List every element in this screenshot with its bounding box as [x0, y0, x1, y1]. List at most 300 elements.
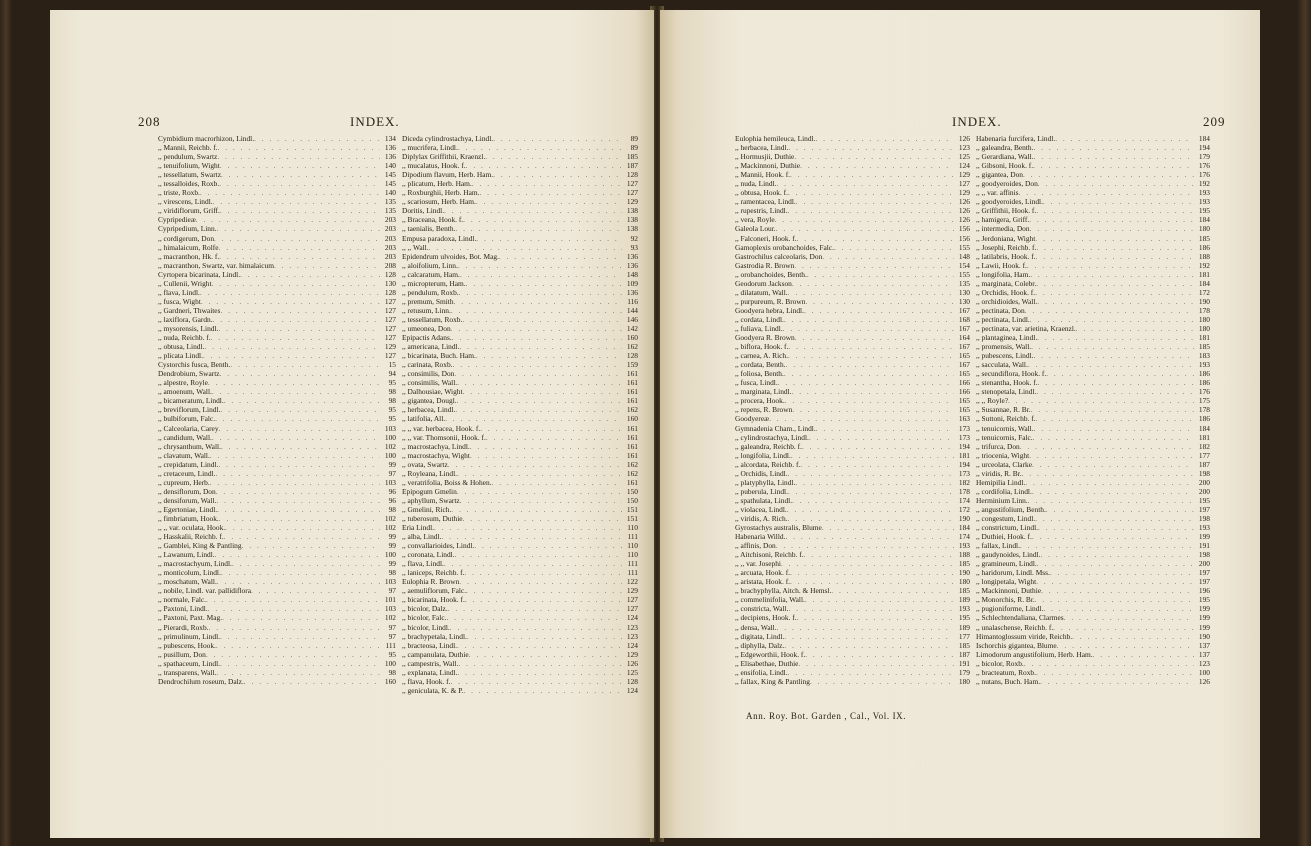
index-entry-page: 148 [626, 269, 638, 279]
index-entry-page: 172 [958, 504, 970, 514]
index-entry [976, 143, 1210, 152]
index-entry-name: ,, densiforum, Wall. [158, 495, 217, 505]
index-entry-page: 197 [1198, 504, 1210, 514]
index-entry-page: 184 [1198, 423, 1210, 433]
index-entry-page: 176 [1198, 387, 1210, 397]
leader-dots [476, 351, 622, 360]
index-entry-page: 111 [627, 532, 638, 542]
leader-dots [230, 360, 380, 369]
index-entry-name: Eria Lindl. [402, 523, 435, 533]
index-entry-name: ,, triste, Roxb. [158, 188, 200, 198]
leader-dots [219, 179, 380, 188]
index-entry [158, 270, 396, 279]
leader-dots [210, 478, 380, 487]
index-entry [158, 206, 396, 215]
leader-dots [1076, 324, 1194, 333]
index-entry [402, 224, 638, 233]
index-entry [735, 514, 970, 523]
index-entry-name: ,, tenuicornis, Wall. [976, 423, 1034, 433]
leader-dots [196, 215, 380, 224]
index-entry [158, 143, 396, 152]
index-entry-name: Habenaria furcifera, Lindl. [976, 134, 1056, 143]
index-entry-name: Ischorchis gigantea, Blume [976, 640, 1057, 650]
leader-dots [834, 243, 954, 252]
left-page [50, 10, 654, 838]
index-entry-page: 126 [958, 134, 970, 143]
leader-dots [454, 297, 622, 306]
leader-dots [217, 152, 380, 161]
index-entry [976, 487, 1210, 496]
index-entry-name: ,, intermedia, Don [976, 224, 1030, 234]
index-entry [158, 234, 396, 243]
index-entry-name: ,, coronata, Lindl. [402, 550, 455, 560]
right-index-column-2 [976, 134, 1210, 686]
index-entry-page: 165 [958, 405, 970, 415]
index-entry-page: 161 [626, 432, 638, 442]
index-entry-name: ,, cordifolia, Lindl. [976, 486, 1032, 496]
leader-dots [1035, 514, 1194, 523]
leader-dots [213, 315, 380, 324]
index-entry-page: 188 [1198, 251, 1210, 261]
index-entry [735, 351, 970, 360]
index-entry-name: ,, bicolor, Roxb. [976, 658, 1024, 668]
leader-dots [450, 623, 622, 632]
leader-dots [441, 532, 622, 541]
index-entry-page: 128 [626, 351, 638, 361]
index-entry-page: 102 [384, 613, 396, 623]
leader-dots [254, 134, 380, 143]
leader-dots [212, 279, 380, 288]
index-entry [976, 396, 1210, 405]
index-entry-page: 142 [626, 323, 638, 333]
index-entry-name: Cypripedieæ [158, 215, 196, 225]
index-entry [976, 351, 1210, 360]
index-entry-page: 138 [626, 224, 638, 234]
leader-dots [1036, 414, 1194, 423]
index-entry [976, 595, 1210, 604]
index-entry [976, 496, 1210, 505]
index-entry [976, 650, 1210, 659]
index-entry-name: ,, constricta, Wall. [735, 604, 789, 614]
index-entry [735, 659, 970, 668]
leader-dots [822, 523, 954, 532]
index-entry-name: ,, bicameratum, Lindl. [158, 396, 224, 406]
index-entry-name: ,, foliosa, Benth. [735, 369, 784, 379]
index-entry [158, 469, 396, 478]
index-entry [402, 641, 638, 650]
leader-dots [463, 514, 622, 523]
leader-dots [463, 387, 622, 396]
index-entry-page: 96 [388, 495, 396, 505]
leader-dots [800, 161, 954, 170]
index-entry [976, 405, 1210, 414]
index-entry-name: ,, spathaceum, Lindl. [158, 658, 220, 668]
index-entry-page: 167 [958, 342, 970, 352]
leader-dots [784, 632, 954, 641]
leader-dots [1035, 288, 1194, 297]
index-entry-name: ,, angustifolium, Benth. [976, 504, 1046, 514]
index-entry-name: Herminium Linn. [976, 495, 1028, 505]
left-index-column-1 [158, 134, 396, 686]
index-entry-name: Eulophia hemileuca, Lindl. [735, 134, 816, 143]
leader-dots [797, 613, 954, 622]
index-entry-page: 124 [626, 640, 638, 650]
index-entry-name: ,, laniceps, Reichb. f. [402, 568, 465, 578]
index-entry [402, 252, 638, 261]
leader-dots [1032, 487, 1194, 496]
index-entry [402, 677, 638, 686]
index-entry-page: 99 [388, 459, 396, 469]
index-entry-name: Hemipilia Lindl. [976, 477, 1026, 487]
index-entry [976, 677, 1210, 686]
index-entry-page: 94 [388, 369, 396, 379]
leader-dots [480, 424, 622, 433]
leader-dots [200, 188, 380, 197]
index-entry [976, 378, 1210, 387]
index-entry-page: 100 [384, 450, 396, 460]
index-entry [976, 261, 1210, 270]
index-entry-name: ,, herbacea, Lindl. [402, 405, 456, 415]
index-entry-name: ,, Cullenii, Wright [158, 278, 212, 288]
index-entry [158, 197, 396, 206]
index-entry-name: ,, ramentacea, Lindl. [735, 197, 796, 207]
index-entry [158, 623, 396, 632]
index-entry [735, 460, 970, 469]
index-entry-page: 185 [958, 586, 970, 596]
index-entry-page: 161 [626, 369, 638, 379]
index-entry-page: 190 [1198, 631, 1210, 641]
leader-dots [1034, 424, 1194, 433]
index-entry-page: 178 [1198, 305, 1210, 315]
leader-dots [448, 604, 622, 613]
index-entry-name: Goodyereæ [735, 414, 770, 424]
index-entry-page: 98 [388, 387, 396, 397]
leader-dots [216, 496, 380, 505]
index-entry [158, 297, 396, 306]
index-entry-page: 183 [1198, 351, 1210, 361]
index-entry [735, 342, 970, 351]
index-entry-page: 123 [1198, 658, 1210, 668]
leader-dots [463, 686, 622, 695]
index-entry-page: 150 [626, 495, 638, 505]
index-entry-page: 185 [958, 559, 970, 569]
index-entry-name: Dendrobium, Swartz [158, 369, 220, 379]
index-entry-name: ,, nobile, Lindl. var. pallidiflora [158, 586, 251, 596]
leader-dots [458, 143, 622, 152]
index-entry-name: Cystorchis fusca, Benth. [158, 360, 231, 370]
leader-dots [458, 261, 622, 270]
index-entry [735, 396, 970, 405]
index-entry-page: 101 [384, 595, 396, 605]
leader-dots [469, 650, 622, 659]
index-entry-page: 193 [958, 541, 970, 551]
index-entry-page: 194 [958, 441, 970, 451]
leader-dots [788, 206, 954, 215]
index-entry-page: 173 [958, 423, 970, 433]
leader-dots [455, 224, 622, 233]
index-entry [735, 595, 970, 604]
index-entry [158, 632, 396, 641]
index-entry-page: 135 [958, 278, 970, 288]
index-entry-name: ,, affinis, Don [735, 541, 776, 551]
index-entry [158, 668, 396, 677]
index-entry [735, 378, 970, 387]
leader-dots [788, 469, 954, 478]
index-entry-page: 178 [958, 486, 970, 496]
index-entry-page: 103 [384, 423, 396, 433]
index-entry-name: ,, Lawii, Hook. f. [976, 260, 1027, 270]
index-entry-page: 180 [1198, 323, 1210, 333]
index-entry-page: 137 [1198, 649, 1210, 659]
index-entry-name: ,, tessellatum, Swartz [158, 170, 222, 180]
index-entry-name: ,, rupestris, Lindl. [735, 206, 788, 216]
index-entry-page: 154 [958, 260, 970, 270]
index-entry [735, 604, 970, 613]
index-entry-name: ,, Gamblei, King & Pantling [158, 541, 242, 551]
leader-dots [463, 215, 622, 224]
index-entry-name: ,, Paxtoni, Lindl. [158, 604, 208, 614]
leader-dots [225, 523, 380, 532]
index-entry-name: ,, Calceolaria, Carey [158, 423, 219, 433]
index-entry-page: 100 [384, 550, 396, 560]
index-entry [402, 324, 638, 333]
index-entry-name: Empusa paradoxa, Lindl. [402, 233, 477, 243]
index-entry-page: 181 [1198, 333, 1210, 343]
index-entry-name: ,, bracteatum, Roxb. [976, 667, 1036, 677]
index-entry-name: ,, cretaceum, Lindl. [158, 468, 216, 478]
index-entry [402, 387, 638, 396]
leader-dots [203, 351, 380, 360]
index-entry-name: Epidendrum ulvoides, Bot. Mag. [402, 251, 499, 261]
index-entry-page: 126 [958, 215, 970, 225]
index-entry-name: ,, geniculata, K. & P. [402, 685, 464, 695]
index-entry-page: 126 [958, 197, 970, 207]
index-entry-name: ,, bicolor, Falc. [402, 613, 447, 623]
index-entry [976, 632, 1210, 641]
index-entry-page: 161 [626, 387, 638, 397]
index-entry [976, 197, 1210, 206]
index-entry-page: 199 [1198, 622, 1210, 632]
index-entry-name: ,, trifurca, Don [976, 441, 1020, 451]
index-entry [976, 270, 1210, 279]
index-entry-name: ,, fusca, Lindl. [735, 378, 778, 388]
index-entry [402, 414, 638, 423]
leader-dots [783, 324, 954, 333]
index-entry-page: 127 [384, 305, 396, 315]
index-entry-name: ,, Aitchisoni, Reichb. f. [735, 550, 804, 560]
index-entry-name: ,, premum, Smith [402, 296, 454, 306]
leader-dots [788, 487, 954, 496]
index-entry-name: ,, obtusa, Lindl. [158, 342, 205, 352]
index-entry-name: ,, Gmelini, Rich. [402, 504, 452, 514]
leader-dots [220, 306, 380, 315]
index-entry-name: ,, Mannii, Hook. f. [735, 170, 791, 180]
index-entry [976, 387, 1210, 396]
index-entry [735, 324, 970, 333]
leader-dots [1030, 224, 1194, 233]
leader-dots [785, 396, 954, 405]
index-entry-page: 191 [1198, 541, 1210, 551]
index-entry-name: ,, ,, var. affinis [976, 188, 1019, 198]
index-entry-name: ,, macrostachyum, Lindl. [158, 559, 232, 569]
index-entry-page: 127 [626, 604, 638, 614]
index-entry-page: 127 [626, 188, 638, 198]
index-entry [402, 215, 638, 224]
index-entry [158, 586, 396, 595]
index-entry-page: 100 [384, 658, 396, 668]
index-entry [735, 261, 970, 270]
leader-dots [786, 360, 955, 369]
index-entry-page: 179 [958, 667, 970, 677]
index-entry-page: 145 [384, 170, 396, 180]
index-entry [976, 288, 1210, 297]
index-entry-page: 163 [958, 414, 970, 424]
leader-dots [214, 234, 380, 243]
index-entry [976, 324, 1210, 333]
index-entry-name: ,, violacea, Lindl. [735, 504, 787, 514]
index-entry [402, 351, 638, 360]
index-entry [402, 623, 638, 632]
index-entry-page: 97 [388, 622, 396, 632]
index-entry [976, 424, 1210, 433]
leader-dots [1033, 143, 1194, 152]
index-entry [976, 514, 1210, 523]
index-entry [158, 496, 396, 505]
index-entry-page: 187 [626, 161, 638, 171]
index-entry-name: Epipogum Gmelin [402, 486, 457, 496]
leader-dots [1043, 604, 1194, 613]
index-entry [976, 442, 1210, 451]
index-entry-name: ,, cylindrostachya, Lindl. [735, 432, 809, 442]
right-page-footer: Ann. Roy. Bot. Garden , Cal., Vol. IX. [746, 711, 907, 721]
index-entry-page: 192 [1198, 260, 1210, 270]
index-entry-page: 127 [958, 179, 970, 189]
leader-dots [1020, 541, 1194, 550]
leader-dots [209, 623, 381, 632]
index-entry [402, 360, 638, 369]
index-entry-page: 123 [626, 631, 638, 641]
index-entry-name: ,, Hormusjii, Duthie [735, 152, 795, 162]
index-entry-name: ,, diphylla, Dalz. [735, 640, 785, 650]
index-entry-page: 177 [958, 631, 970, 641]
index-entry [158, 451, 396, 460]
index-entry-name: ,, plicata Lindl. [158, 351, 203, 361]
leader-dots [1037, 297, 1194, 306]
leader-dots [244, 677, 380, 686]
index-entry-page: 95 [388, 405, 396, 415]
leader-dots [251, 586, 380, 595]
index-entry-name: ,, Royleana, Lindl. [402, 468, 458, 478]
leader-dots [1041, 586, 1194, 595]
index-entry-page: 89 [630, 134, 638, 143]
leader-dots [218, 460, 380, 469]
index-entry-name: ,, haridorum, Lindl. Mss. [976, 568, 1050, 578]
index-entry-name: ,, tuberosum, Duthie [402, 513, 463, 523]
index-entry [402, 161, 638, 170]
index-entry-name: ,, brachypetala, Lindl. [402, 631, 467, 641]
index-entry-page: 165 [958, 396, 970, 406]
index-entry-page: 98 [388, 667, 396, 677]
index-entry-page: 129 [626, 586, 638, 596]
index-entry-name: ,, calcaratum, Ham. [402, 269, 460, 279]
right-page-header: INDEX. [952, 114, 1002, 129]
index-entry-page: 136 [384, 143, 396, 153]
index-entry [158, 532, 396, 541]
leader-dots [219, 252, 380, 261]
index-entry-name: ,, Duthiei, Hook. f. [976, 532, 1032, 542]
index-entry-name: ,, consimilis, Don [402, 369, 455, 379]
index-entry-page: 198 [1198, 550, 1210, 560]
index-entry-page: 184 [1198, 278, 1210, 288]
leader-dots [805, 595, 954, 604]
leader-dots [792, 387, 954, 396]
leader-dots [222, 613, 380, 622]
index-entry [158, 360, 396, 369]
leader-dots [1031, 405, 1194, 414]
index-entry-page: 167 [958, 360, 970, 370]
index-entry-name: Gymnadenia Cham., Lindl. [735, 423, 816, 433]
index-entry-page: 138 [626, 215, 638, 225]
index-entry-name: ,, gaudynoides, Lindl. [976, 550, 1041, 560]
leader-dots [797, 234, 954, 243]
leader-dots [1037, 559, 1194, 568]
index-entry-name: ,, Orchidis, Lindl. [735, 468, 788, 478]
index-entry-page: 127 [384, 323, 396, 333]
index-entry-name: ,, biflora, Hook. f. [735, 342, 789, 352]
index-entry-page: 138 [626, 206, 638, 216]
index-entry-page: 103 [384, 604, 396, 614]
leader-dots [805, 650, 954, 659]
index-entry-page: 195 [1198, 206, 1210, 216]
index-entry [976, 586, 1210, 595]
index-entry-page: 198 [1198, 468, 1210, 478]
index-entry-name: ,, umeonea, Don [402, 323, 451, 333]
index-entry-name: ,, Hasskalii, Reichb. f. [158, 532, 224, 542]
leader-dots [211, 333, 380, 342]
index-entry [402, 170, 638, 179]
index-entry-name: ,, Falconeri, Hook. f. [735, 233, 797, 243]
index-entry [402, 595, 638, 604]
index-entry-name: Gamoplexis orobanchoides, Falc. [735, 242, 834, 252]
leader-dots [1019, 188, 1194, 197]
index-entry-name: ,, breviflorum, Lindl. [158, 405, 221, 415]
index-entry-page: 148 [958, 251, 970, 261]
index-entry-page: 110 [627, 541, 638, 551]
index-entry [158, 170, 396, 179]
index-entry-name: ,, mysorensis, Lindl. [158, 323, 219, 333]
index-entry-page: 129 [384, 342, 396, 352]
index-entry-name: ,, vera, Royle [735, 215, 775, 225]
leader-dots [274, 261, 380, 270]
index-entry [735, 478, 970, 487]
index-entry-name: ,, arcuata, Hook. f. [735, 568, 790, 578]
index-entry-name: ,, Gerardiana, Wall. [976, 152, 1034, 162]
index-entry-page: 134 [384, 134, 396, 143]
index-entry-page: 174 [958, 532, 970, 542]
index-entry-name: ,, transparens, Wall. [158, 667, 217, 677]
index-entry-name: ,, macrostachya, Lindl. [402, 441, 470, 451]
index-entry-page: 95 [388, 649, 396, 659]
leader-dots [1037, 333, 1194, 342]
index-entry-page: 179 [1198, 152, 1210, 162]
index-entry-page: 127 [384, 314, 396, 324]
index-entry-page: 162 [626, 405, 638, 415]
index-entry-page: 155 [958, 269, 970, 279]
index-entry [735, 134, 970, 143]
index-entry-name: ,, procera, Hook. [735, 396, 785, 406]
index-entry-page: 129 [626, 649, 638, 659]
index-entry [735, 469, 970, 478]
